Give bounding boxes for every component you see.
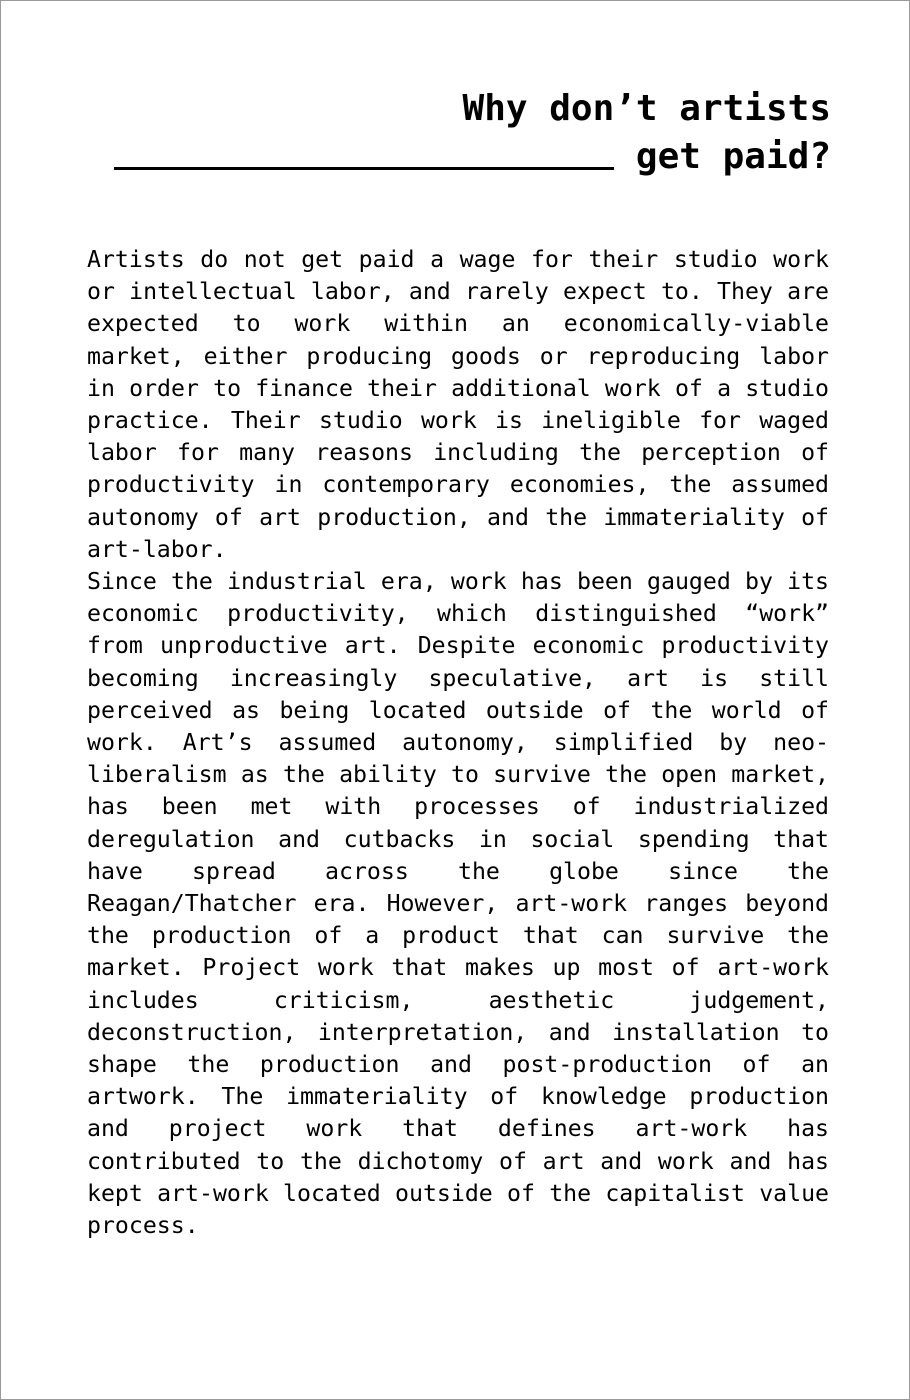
title-line-2-wrapper: [101, 133, 831, 181]
title-line-2: get paid?: [635, 136, 831, 177]
fill-in-blank-line: [114, 137, 614, 170]
body-text: [87, 244, 829, 1242]
paragraph-2: Since the industrial era, work has been gauged by its economic productivity, which distinguished “work” from unproductive art. Despite economic productivity becoming increasingly speculative, art is still perceived as being located outside of the world of work. Art’s assumed autonomy, simplified by neo-liberalism as the ability to survive the open market, has been met with processes of industrialized deregulation and cutbacks in social spending that have spread across the globe since the Reagan/Thatcher era. However, art-work ranges beyond the production of a product that can survive the market. Project work that makes up most of art-work includes criticism, aesthetic judgement, deconstruction, interpretation, and installation to shape the production and post-production of an artwork. The immateriality of knowledge production and project work that defines art-work has contributed to the dichotomy of art and work and has kept art-work located outside of the capitalist value process.: [87, 568, 829, 1240]
page-title: [101, 85, 831, 181]
title-line-1: Why don’t artists: [462, 88, 831, 129]
paragraph-1: Artists do not get paid a wage for their studio work or intellectual labor, and rarely expect to. They are expected to work within an economically-viable market, either producing goods or reproducing labor in order to finance their additional work of a studio practice. Their studio work is ineligible for waged labor for many reasons including the perception of productivity in contemporary economies, the assumed autonomy of art production, and the immateriality of art-labor.: [87, 246, 829, 563]
